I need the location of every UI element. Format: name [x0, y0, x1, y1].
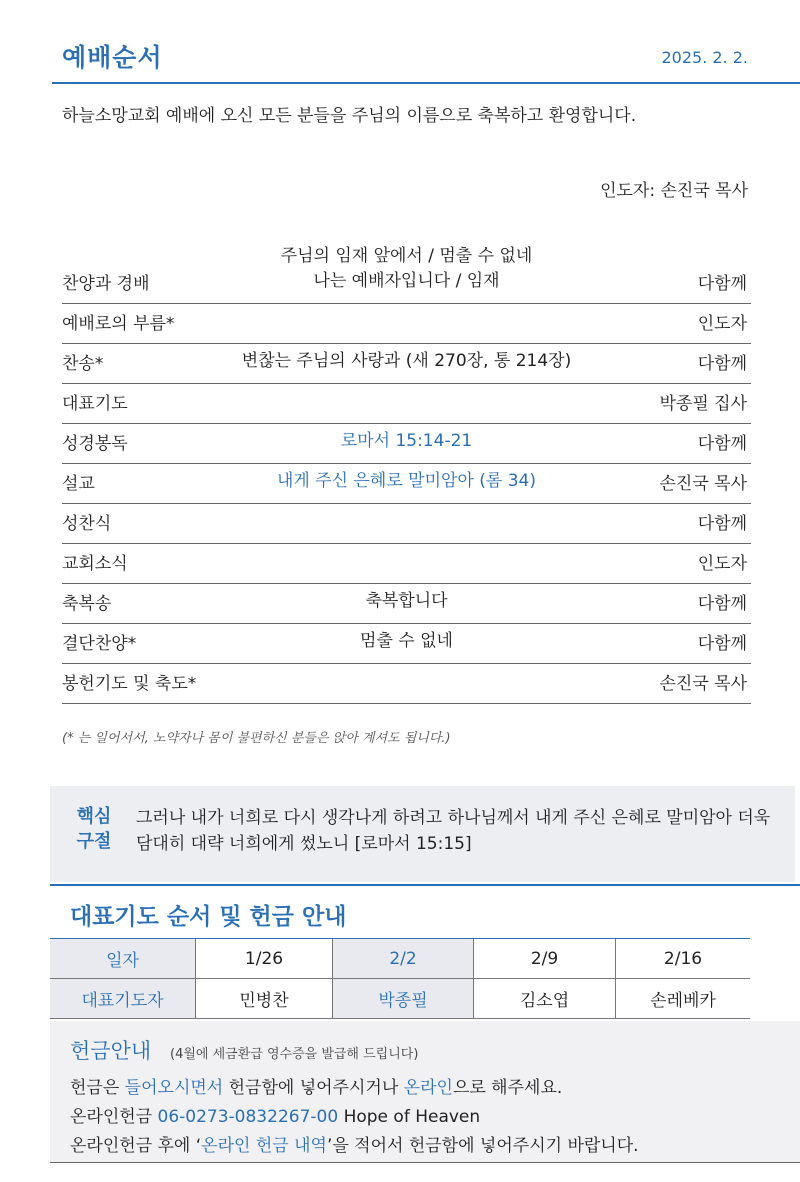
order-item-name: 축복송	[62, 594, 112, 614]
table-cell: 1/26	[196, 939, 333, 979]
order-row	[62, 504, 751, 544]
offering-highlight: 들어오시면서	[124, 1078, 224, 1098]
order-item-name: 찬송*	[62, 354, 104, 374]
order-item-leader: 인도자	[697, 314, 747, 334]
order-item-leader: 손진국 목사	[659, 474, 747, 494]
key-verse-box	[50, 786, 795, 882]
order-item-detail-line: 나는 예배자입니다 / 임재	[313, 271, 500, 291]
table-cell-current: 박종필	[333, 979, 474, 1019]
order-item-leader: 다함께	[697, 354, 747, 374]
order-item-name: 봉헌기도 및 축도*	[62, 674, 197, 694]
order-item-name: 찬양과 경배	[62, 274, 150, 294]
bank-account-number: 06-0273-0832267-00	[157, 1107, 339, 1127]
offering-line-3	[70, 1131, 639, 1156]
offering-text: 헌금함에 넣어주시거나	[223, 1078, 404, 1098]
table-cell-current: 2/2	[333, 939, 474, 979]
key-verse-label	[72, 804, 116, 854]
offering-box	[50, 1021, 800, 1163]
order-item-leader: 인도자	[697, 554, 747, 574]
prayer-schedule-table	[50, 938, 750, 1019]
order-row	[62, 384, 751, 424]
key-verse-label-line: 구절	[76, 831, 112, 852]
table-cell: 손레베카	[616, 979, 751, 1019]
order-item-leader: 다함께	[697, 514, 747, 534]
order-item-name: 예배로의 부름*	[62, 314, 175, 334]
order-item-detail: 멈출 수 없네	[360, 631, 453, 651]
order-item-name: 대표기도	[62, 394, 128, 414]
standing-note: (* 는 일어서서, 노약자나 몸이 불편하신 분들은 앉아 계셔도 됩니다.)	[62, 731, 451, 746]
offering-subtitle: (4월에 세금환급 영수증을 발급해 드립니다)	[170, 1047, 419, 1062]
order-item-detail: 축복합니다	[365, 591, 448, 611]
table-cell: 2/9	[474, 939, 616, 979]
offering-text: 온라인헌금 후에 ‘	[70, 1136, 202, 1156]
offering-line-2	[70, 1102, 480, 1127]
table-cell: 민병찬	[196, 979, 333, 1019]
order-item-leader: 다함께	[697, 594, 747, 614]
page-title: 예배순서	[62, 43, 163, 72]
order-row	[62, 424, 751, 464]
order-item-name: 결단찬양*	[62, 634, 137, 654]
offering-text: ’을 적어서 헌금함에 넣어주시기 바랍니다.	[326, 1136, 639, 1156]
order-item-leader: 다함께	[697, 434, 747, 454]
page-date: 2025. 2. 2.	[661, 48, 748, 67]
order-item-name: 교회소식	[62, 554, 128, 574]
section-title: 대표기도 순서 및 헌금 안내	[70, 904, 347, 930]
offering-text: 으로 해주세요.	[452, 1078, 563, 1098]
order-row	[62, 344, 751, 384]
leader-text: 인도자: 손진국 목사	[600, 181, 748, 201]
offering-text: 온라인헌금	[70, 1107, 158, 1127]
order-row	[62, 240, 751, 304]
table-row	[50, 979, 750, 1019]
account-holder: Hope of Heaven	[343, 1107, 481, 1127]
header-divider	[52, 82, 800, 84]
key-verse-label-line: 핵심	[76, 806, 112, 827]
table-header-leader: 대표기도자	[50, 979, 196, 1019]
section-divider	[50, 884, 800, 886]
offering-text: 헌금은	[70, 1078, 125, 1098]
sermon-title: 내게 주신 은혜로 말미암아 (롬 34)	[277, 471, 536, 491]
order-item-leader: 박종필 집사	[659, 394, 747, 414]
scripture-reference: 로마서 15:14-21	[340, 431, 473, 451]
order-item-leader: 다함께	[697, 634, 747, 654]
order-row	[62, 464, 751, 504]
order-item-leader: 손진국 목사	[659, 674, 747, 694]
offering-highlight: 온라인	[403, 1078, 453, 1098]
order-item-name: 성찬식	[62, 514, 112, 534]
table-cell: 2/16	[616, 939, 751, 979]
key-verse-text: 그러나 내가 너희로 다시 생각나게 하려고 하나님께서 내게 주신 은혜로 말미암아 더욱 담대히 대략 너희에게 썼노니 [로마서 15:15]	[136, 808, 771, 854]
offering-title: 헌금안내	[70, 1039, 152, 1063]
order-item-detail: 변찮는 주님의 사랑과 (새 270장, 통 214장)	[241, 351, 572, 371]
table-row	[50, 939, 750, 979]
order-row	[62, 624, 751, 664]
order-item-leader: 다함께	[697, 274, 747, 294]
order-item-detail-line: 주님의 임재 앞에서 / 멈출 수 없네	[280, 246, 533, 266]
table-cell: 김소엽	[474, 979, 616, 1019]
order-row	[62, 544, 751, 584]
offering-highlight: 온라인 헌금 내역	[201, 1136, 327, 1156]
offering-line-1	[70, 1073, 562, 1098]
order-row	[62, 664, 751, 704]
order-item-name: 설교	[62, 474, 95, 494]
worship-order-list	[62, 240, 751, 704]
welcome-text: 하늘소망교회 예배에 오신 모든 분들을 주님의 이름으로 축복하고 환영합니다.	[62, 106, 637, 126]
order-row	[62, 584, 751, 624]
order-item-detail	[162, 244, 651, 294]
order-row	[62, 304, 751, 344]
table-header-date: 일자	[50, 939, 196, 979]
order-item-name: 성경봉독	[62, 434, 128, 454]
